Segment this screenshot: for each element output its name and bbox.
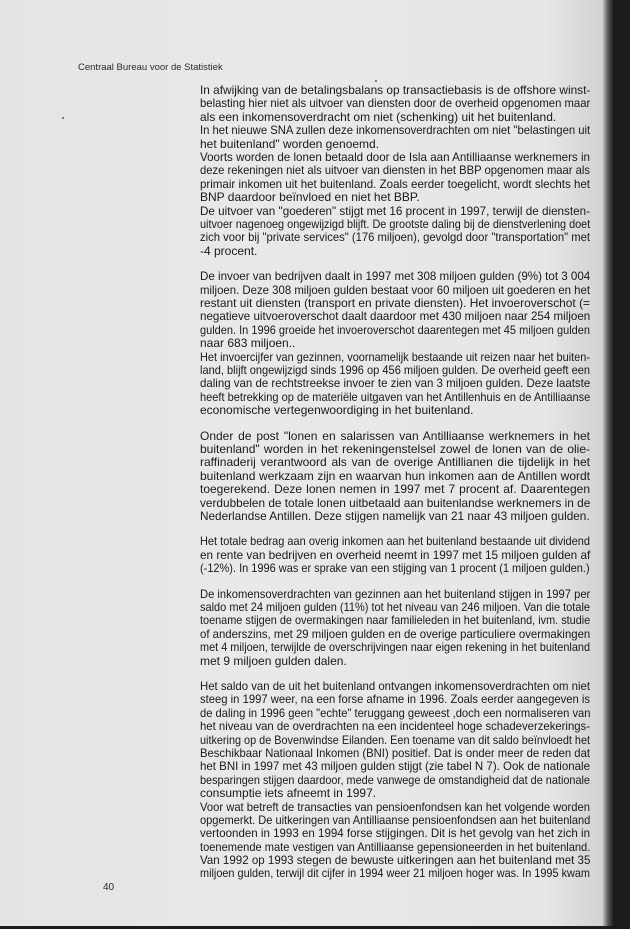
text-line: steeg in 1997 weer, na een forse afname in 1996. Zoals eerder aangegeven is — [200, 692, 590, 707]
text-line: toenemende mate vestigen van Antilliaanse gepensioneerden in het buitenland. — [200, 839, 591, 854]
text-line: economische vertegenwoordiging in het buitenland. — [200, 403, 474, 418]
paragraph-block — [200, 680, 590, 881]
text-line: verdubbelen de totale lonen uitbetaald aan buitenlandse werknemers in de — [200, 495, 591, 510]
text-line: buitenland werkzaam zijn en waarvan hun inkomen aan de Antillen wordt — [200, 468, 590, 483]
text-line: Voorts worden de lonen betaald door de Isla aan Antilliaanse werknemers in — [200, 149, 590, 164]
text-line: Het saldo van de uit het buitenland ontvangen inkomensoverdrachten om niet — [200, 679, 590, 693]
text-line: miljoen gulden, terwijl dit cijfer in 1994 weer 21 miljoen hoger was. In 1995 kwam — [200, 866, 590, 881]
paragraph-block — [200, 588, 590, 668]
text-line: vertoonden in 1993 en 1994 forse stijgingen. Dit is het gevolg van het zich in — [200, 826, 590, 841]
text-line: In afwijking van de betalingsbalans op transactiebasis is de offshore winst- — [200, 83, 591, 97]
scan-speck — [375, 80, 377, 82]
text-line: besparingen stijgen daardoor, mede vanwege de omstandigheid dat de nationale — [200, 772, 590, 787]
text-line: raffinaderij verantwoord als van de overige Antillianen die tijdelijk in het — [200, 455, 590, 470]
text-line: De uitvoer van "goederen" stijgt met 16 procent in 1997, terwijl de diensten- — [200, 203, 590, 218]
text-line: als een inkomensoverdracht om niet (schenking) uit het buitenland. — [200, 109, 557, 124]
text-line: miljoen. Deze 308 miljoen gulden bestaat voor 60 miljoen uit goederen en het — [200, 282, 590, 297]
paragraph-block — [200, 84, 590, 258]
text-line: met 4 miljoen, terwijlde de overschrijvingen naar eigen rekening in het buitenland — [200, 640, 590, 655]
text-line: land, blijft ongewijzigd sinds 1996 op 456 miljoen gulden. De overheid geeft een — [200, 362, 590, 377]
text-line: zich voor bij "private services" (176 miljoen), gevolgd door "transportation" met — [200, 230, 590, 245]
text-line: Nederlandse Antillen. Deze stijgen namelijk van 21 naar 43 miljoen gulden. — [200, 508, 590, 523]
text-line: consumptie iets afneemt in 1997. — [200, 786, 377, 801]
text-line: negatieve uitvoeroverschot daalt daardoor met 430 miljoen naar 254 miljoen — [200, 309, 591, 324]
text-line: het buitenland" worden genoemd. — [200, 136, 380, 151]
text-line: heeft betrekking op de materiële uitgaven van het Antillenhuis en de Antilliaanse — [200, 389, 591, 404]
text-line: primair inkomen uit het buitenland. Zoals eerder toegelicht, wordt slechts het — [200, 176, 590, 191]
paragraph-block — [200, 430, 590, 524]
text-line: opgemerkt. De uitkeringen van Antilliaanse pensioenfondsen aan het buitenland — [200, 812, 591, 827]
text-line: de daling in 1996 geen "echte" teruggang geweest ,doch een normaliseren van — [200, 705, 591, 720]
text-line: gulden. In 1996 groeide het invoeroverschot daarentegen met 45 miljoen gulden — [200, 322, 590, 337]
text-line: restant uit diensten (transport en private diensten). Het invoeroverschot (= — [200, 295, 590, 310]
paragraph-block — [200, 535, 590, 575]
scan-speck — [62, 117, 64, 119]
text-line: (-12%). In 1996 was er sprake van een stijging van 1 procent (1 miljoen gulden.) — [200, 561, 590, 576]
running-header: Centraal Bureau voor de Statistiek — [78, 62, 223, 73]
text-line: In het nieuwe SNA zullen deze inkomensoverdrachten om niet "belastingen uit — [200, 123, 591, 138]
text-line: het niveau van de overdrachten na een incidenteel hoge schadeverzekerings- — [200, 719, 590, 734]
text-line: Het totale bedrag aan overig inkomen aan het buitenland bestaande uit dividend — [200, 534, 590, 549]
text-line: naar 683 miljoen.. — [200, 336, 296, 351]
text-line: uitvoer nagenoeg ongewijzigd blijft. De grootste daling bij de dienstverlening doet — [200, 216, 591, 231]
text-line: Onder de post "lonen en salarissen van Antilliaanse werknemers in het — [200, 428, 590, 443]
text-line: Beschikbaar Nationaal Inkomen (BNI) positief. Dat is onder meer de reden dat — [200, 745, 590, 760]
text-line: Voor wat betreft de transacties van pensioenfondsen kan het volgende worden — [200, 799, 590, 814]
text-line: saldo met 24 miljoen gulden (11%) tot het niveau van 246 miljoen. Van die totale — [200, 599, 590, 614]
text-line: belasting hier niet als uitvoer van diensten door de overheid opgenomen maar — [200, 96, 591, 111]
text-line: BNP daardoor beïnvloed en niet het BBP. — [200, 190, 420, 205]
text-line: toename stijgen de overmakingen naar familieleden in het buitenland, ivm. studie — [200, 613, 591, 628]
text-line: deze rekeningen niet als uitvoer van diensten in het BBP opgenomen maar als — [200, 163, 590, 178]
text-line: daling van de rechtstreekse invoer te zien van 3 miljoen gulden. Deze laatste — [200, 376, 591, 391]
text-line: het BNI in 1997 met 43 miljoen gulden stijgt (zie tabel N 7). Ook de nationale — [200, 759, 590, 774]
text-line: en rente van bedrijven en overheid neemt in 1997 met 15 miljoen gulden af — [200, 547, 591, 562]
text-line: De invoer van bedrijven daalt in 1997 met 308 miljoen gulden (9%) tot 3 004 — [200, 269, 591, 284]
page-number: 40 — [103, 882, 115, 893]
text-line: -4 procent. — [200, 243, 258, 258]
text-line: buitenland" worden in het rekeningenstelsel zowel de lonen van de olie- — [200, 441, 590, 456]
text-line: met 9 miljoen gulden dalen. — [200, 653, 347, 668]
text-line: Het invoercijfer van gezinnen, voornamelijk bestaande uit reizen naar het buiten- — [200, 349, 590, 364]
page-edge-shadow — [603, 0, 613, 926]
text-line: De inkomensoverdrachten van gezinnen aan het buitenland stijgen in 1997 per — [200, 586, 591, 601]
text-line: uitkering op de Bovenwindse Eilanden. Een toename van dit saldo beïnvloedt het — [200, 732, 590, 747]
text-line: toegerekend. Deze lonen nemen in 1997 met 7 procent af. Daarentegen — [200, 482, 590, 497]
paragraph-block — [200, 270, 590, 417]
text-line: Van 1992 op 1993 stegen de bewuste uitkeringen aan het buitenland met 35 — [200, 853, 591, 868]
text-line: of anderszins, met 29 miljoen gulden en de overige particuliere overmakingen — [200, 626, 591, 641]
